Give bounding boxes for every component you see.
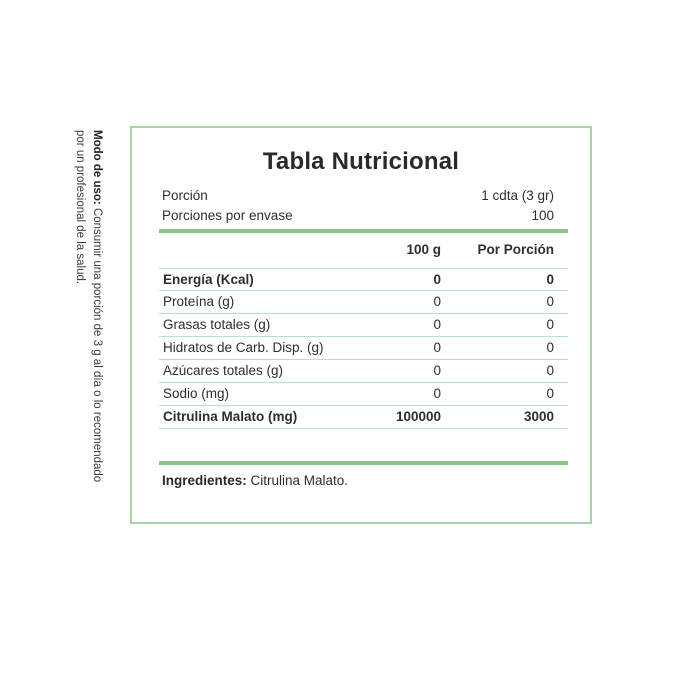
serving-label: Porción [162, 188, 208, 203]
row-per-serving: 0 [546, 340, 554, 355]
panel-title: Tabla Nutricional [262, 148, 460, 175]
serving-row [162, 188, 554, 203]
row-nutrient-name: Azúcares totales (g) [163, 363, 284, 378]
ingredients [162, 473, 348, 488]
row-per-serving: 3000 [523, 409, 554, 424]
servings-per-container-row [162, 208, 554, 223]
ingredients-text: Citrulina Malato. [246, 473, 349, 488]
table-row [159, 337, 568, 360]
table-row [159, 314, 568, 337]
row-per-100g: 0 [433, 386, 441, 401]
row-per-100g: 0 [433, 272, 441, 287]
table-row [159, 360, 568, 383]
servings-per-container-value: 100 [531, 208, 554, 223]
usage-text: Consumir una porción de 3 g al día o lo recomendado por un profesional de la salud. [74, 130, 103, 483]
row-per-100g: 0 [433, 294, 441, 309]
row-per-100g: 100000 [395, 409, 441, 424]
row-nutrient-name: Sodio (mg) [163, 386, 230, 401]
header-per-serving: Por Porción [477, 242, 554, 257]
table-body [159, 268, 568, 429]
row-per-100g: 0 [433, 340, 441, 355]
nutrition-panel [130, 126, 592, 524]
row-per-serving: 0 [546, 294, 554, 309]
row-per-serving: 0 [546, 272, 554, 287]
row-per-serving: 0 [546, 386, 554, 401]
table-row [159, 291, 568, 314]
serving-value: 1 cdta (3 gr) [481, 188, 554, 203]
table-row [159, 406, 568, 429]
row-per-100g: 0 [433, 317, 441, 332]
bottom-divider [159, 461, 568, 465]
row-nutrient-name: Energía (Kcal) [163, 272, 254, 287]
row-nutrient-name: Citrulina Malato (mg) [163, 409, 298, 424]
table-row [159, 383, 568, 406]
row-nutrient-name: Hidratos de Carb. Disp. (g) [163, 340, 324, 355]
usage-instructions [71, 130, 105, 500]
table-header [159, 230, 568, 268]
row-nutrient-name: Proteína (g) [163, 294, 235, 309]
servings-per-container-label: Porciones por envase [162, 208, 293, 223]
nutrition-table [159, 230, 568, 429]
table-row [159, 268, 568, 291]
ingredients-label: Ingredientes: [162, 473, 247, 488]
row-per-serving: 0 [546, 363, 554, 378]
row-per-serving: 0 [546, 317, 554, 332]
row-nutrient-name: Grasas totales (g) [163, 317, 271, 332]
row-per-100g: 0 [433, 363, 441, 378]
usage-label: Modo de uso: [91, 130, 103, 205]
header-per-100g: 100 g [406, 242, 441, 257]
